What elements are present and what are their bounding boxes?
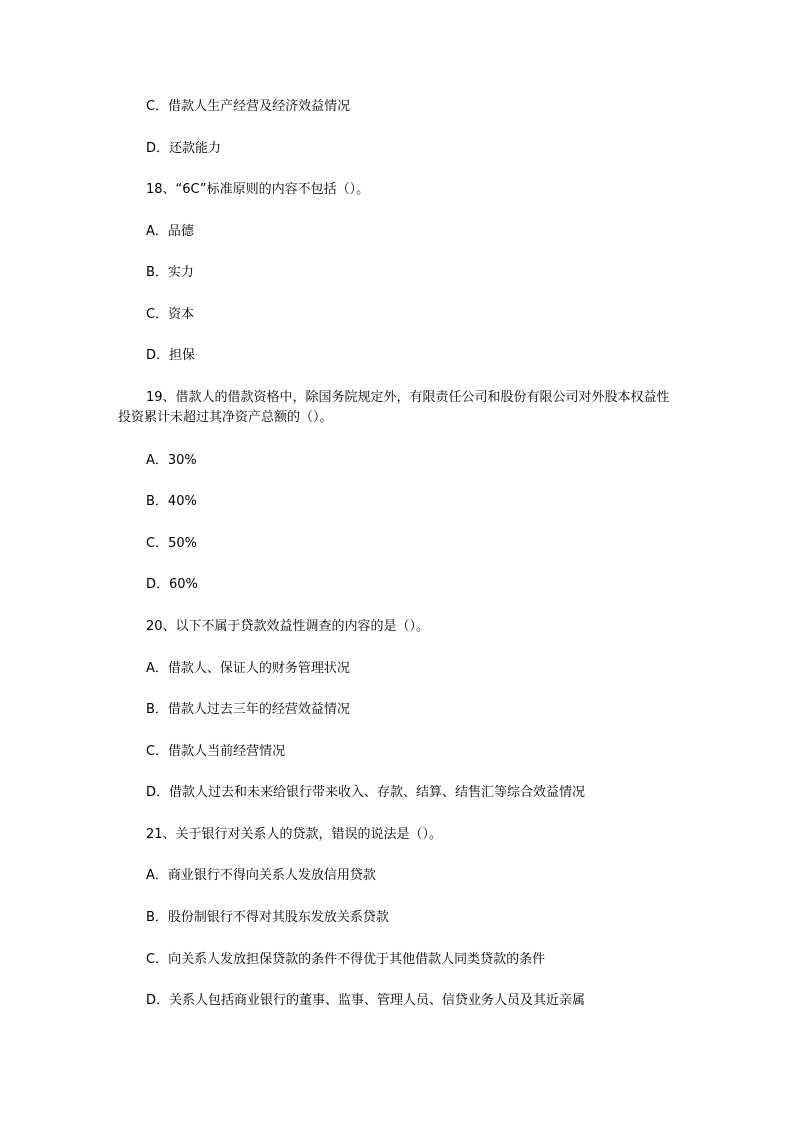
option-19-b: B．40% bbox=[146, 494, 197, 509]
option-19-c: C．50% bbox=[146, 536, 197, 551]
question-18: 18、“6C”标准原则的内容不包括（）。 bbox=[146, 182, 370, 197]
option-18-c: C．资本 bbox=[146, 307, 195, 322]
option-18-d: D．担保 bbox=[146, 348, 196, 363]
option-20-a: A．借款人、保证人的财务管理状况 bbox=[146, 661, 350, 676]
option-21-b: B．股份制银行不得对其股东发放关系贷款 bbox=[146, 910, 389, 925]
option-17-d: D．还款能力 bbox=[146, 141, 222, 156]
question-19: 19、借款人的借款资格中，除国务院规定外，有限责任公司和股份有限公司对外股本权益性投资累计未超过其净资产总额的（）。 bbox=[118, 390, 670, 425]
question-21: 21、关于银行对关系人的贷款，错误的说法是（）。 bbox=[146, 827, 443, 842]
option-20-b: B．借款人过去三年的经营效益情况 bbox=[146, 702, 350, 717]
option-18-a: A．品德 bbox=[146, 224, 194, 239]
option-18-b: B．实力 bbox=[146, 265, 194, 280]
option-21-c: C．向关系人发放担保贷款的条件不得优于其他借款人同类贷款的条件 bbox=[146, 952, 546, 967]
option-19-a: A．30% bbox=[146, 453, 197, 468]
option-19-d: D．60% bbox=[146, 577, 198, 592]
option-20-d: D．借款人过去和未来给银行带来收入、存款、结算、结售汇等综合效益情况 bbox=[146, 785, 586, 800]
option-20-c: C．借款人当前经营情况 bbox=[146, 744, 286, 759]
question-20: 20、以下不属于贷款效益性调查的内容的是（）。 bbox=[146, 619, 430, 634]
option-17-c: C．借款人生产经营及经济效益情况 bbox=[146, 99, 351, 114]
option-21-d: D．关系人包括商业银行的董事、监事、管理人员、信贷业务人员及其近亲属 bbox=[146, 993, 586, 1008]
option-21-a: A．商业银行不得向关系人发放信用贷款 bbox=[146, 868, 376, 883]
